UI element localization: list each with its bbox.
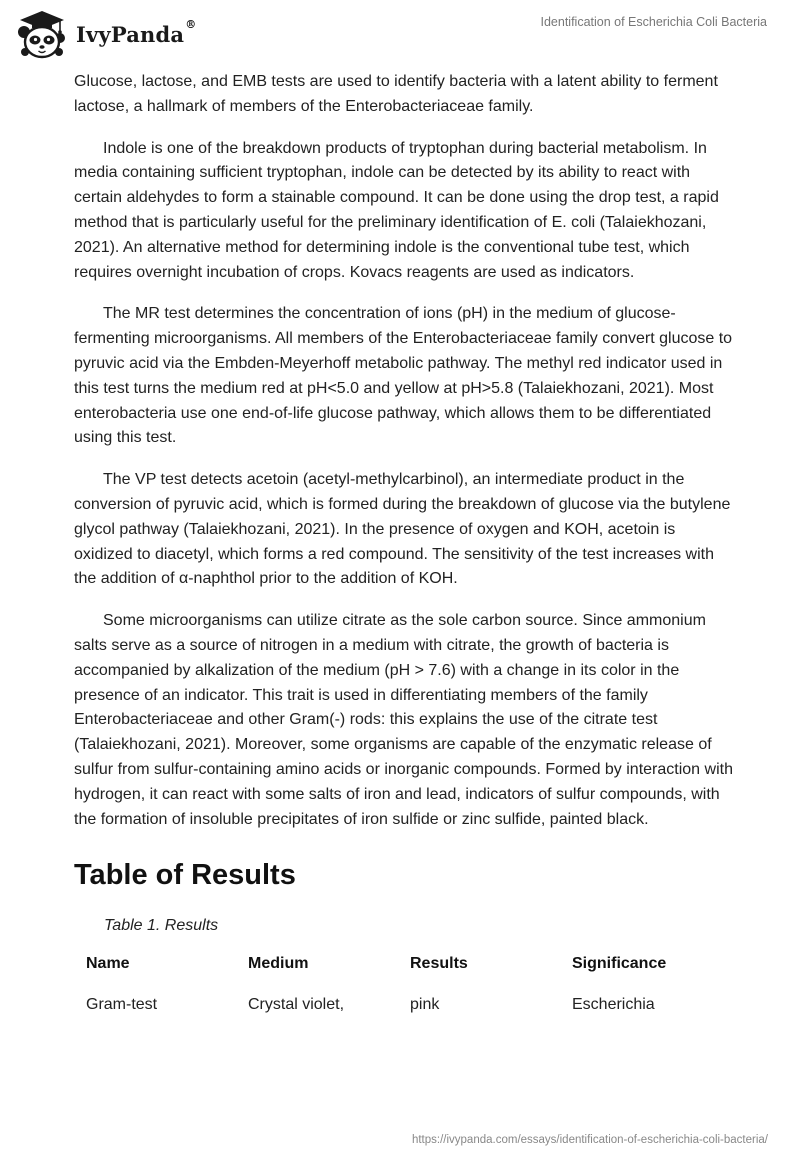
paragraph-4: The VP test detects acetoin (acetyl-methylcarbinol), an intermediate product in the conversion of pyruvic acid, which is formed during the breakdown of glucose via the butylene glycol pathway (Talaiekhozani, 2021). In the presence of oxygen and KOH, acetoin is oxidized to diacetyl, which forms a red compound. The sensitivity of the test increases with the addition of α-naphthol prior to the addition of KOH.	[74, 471, 731, 588]
brand-logo[interactable]	[12, 6, 196, 62]
table-cell: Gram-test	[86, 996, 158, 1014]
column-header-significance: Significance	[572, 955, 667, 973]
table-cell: Escherichia	[572, 996, 655, 1014]
table-header-row	[74, 955, 722, 996]
results-table	[74, 955, 722, 1026]
source-url[interactable]: https://ivypanda.com/essays/identification-of-escherichia-coli-bacteria/	[411, 1134, 768, 1146]
paragraph-1: Glucose, lactose, and EMB tests are used to identify bacteria with a latent ability to ferment lactose, a hallmark of members of the Enterobacteriaceae family.	[74, 73, 718, 115]
column-header-medium: Medium	[248, 955, 309, 973]
registered-mark: ®	[185, 17, 197, 31]
table-cell: pink	[410, 996, 440, 1014]
table-caption: Table 1. Results	[104, 917, 219, 935]
table-cell: Crystal violet,	[248, 996, 345, 1014]
section-heading: Table of Results	[74, 859, 296, 892]
essay-content	[74, 70, 734, 1026]
column-header-results: Results	[410, 955, 468, 973]
paragraph-2: Indole is one of the breakdown products of tryptophan during bacterial metabolism. In media containing sufficient tryptophan, indole can be detected by its ability to react with certain aldehydes to form a stainable compound. It can be done using the drop test, a rapid method that is particularly useful for the preliminary identification of E. coli (Talaiekhozani, 2021). An alternative method for determining indole is the conventional tube test, which requires overnight incubation of crops. Kovacs reagents are used as indicators.	[74, 139, 719, 281]
paragraph-3: The MR test determines the concentration of ions (pH) in the medium of glucose-fermenting microorganisms. All members of the Enterobacteriaceae family convert glucose to pyruvic acid via the Embden-Meyerhoff metabolic pathway. The methyl red indicator used in this test turns the medium red at pH<5.0 and yellow at pH>5.8 (Talaiekhozani, 2021). Most enterobacteria use one end-of-life glucose pathway, which allows them to be differentiated using this test.	[74, 305, 733, 447]
paragraph-5: Some microorganisms can utilize citrate as the sole carbon source. Since ammonium salts serve as a source of nitrogen in a medium with citrate, the growth of bacteria is accompanied by alkalization of the medium (pH > 7.6) with a change in its color in the presence of an indicator. This trait is used in differentiating members of the family Enterobacteriaceae and other Gram(-) rods: this explains the use of the citrate test (Talaiekhozani, 2021). Moreover, some organisms are capable of the enzymatic release of sulfur from sulfur-containing amino acids or inorganic compounds. Formed by interaction with hydrogen, it can react with some salts of iron and lead, indicators of sulfur compounds, with the formation of insoluble precipitates of iron sulfide or zinc sulfide, painted black.	[74, 612, 733, 828]
column-header-name: Name	[86, 955, 130, 973]
table-row	[74, 996, 722, 1026]
brand-name: IvyPanda®	[76, 17, 197, 47]
panda-graduate-icon	[12, 8, 70, 60]
document-title: Identification of Escherichia Coli Bacteria	[540, 15, 767, 29]
page-header	[0, 0, 800, 66]
